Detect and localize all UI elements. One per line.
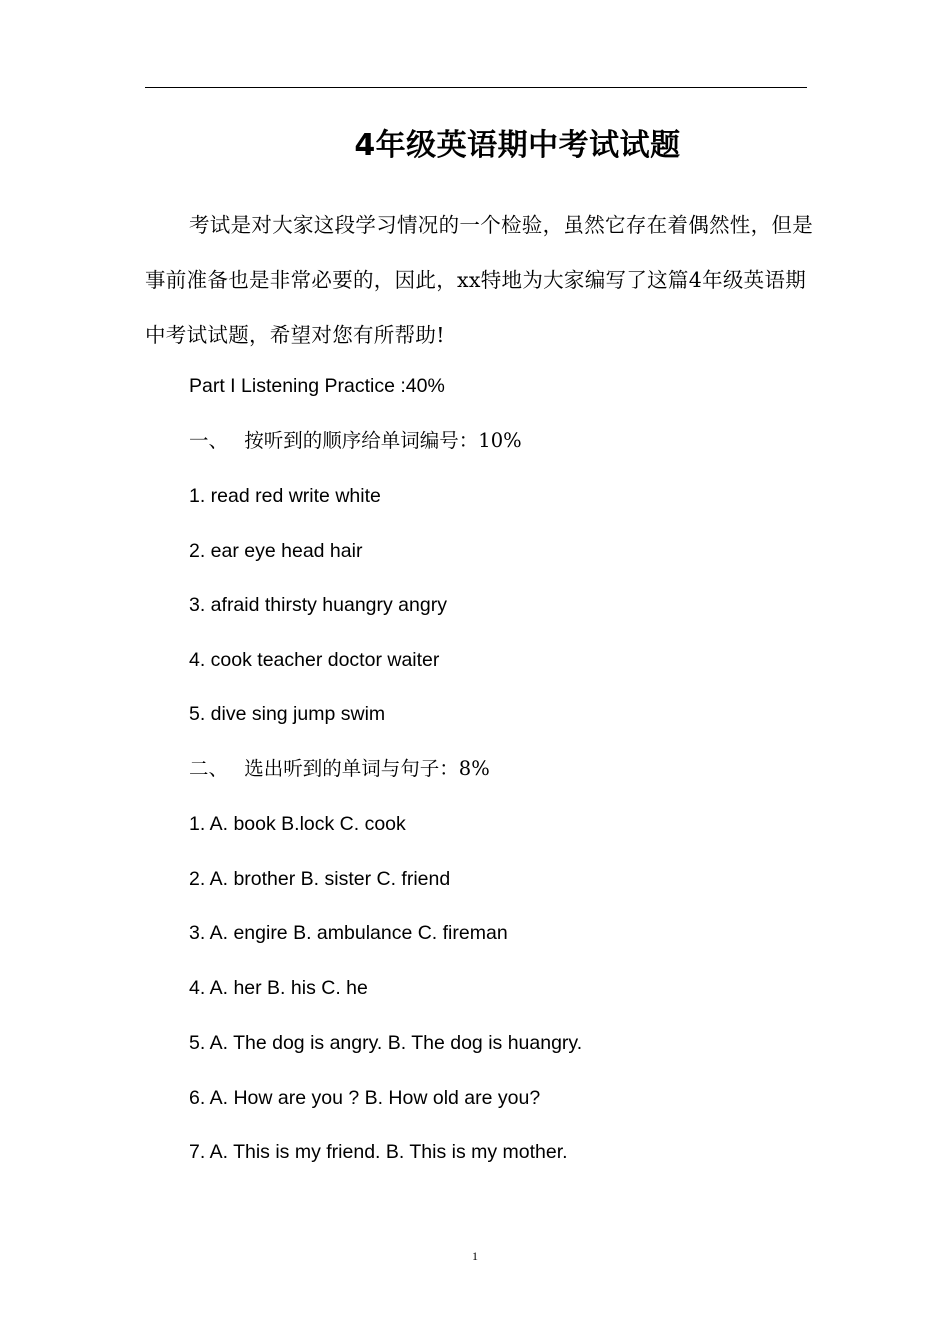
- list-item: 4. cook teacher doctor waiter: [189, 649, 440, 671]
- section-2-number: 二、: [189, 757, 229, 780]
- list-item: 1. A. book B.lock C. cook: [189, 813, 406, 835]
- list-item: 7. A. This is my friend. B. This is my mother.: [189, 1141, 568, 1163]
- list-item: 3. afraid thirsty huangry angry: [189, 594, 447, 616]
- list-item: 5. A. The dog is angry. B. The dog is huangry.: [189, 1032, 583, 1054]
- section-2-heading: [189, 754, 490, 784]
- section-1-heading: [189, 426, 522, 456]
- list-item: 3. A. engire B. ambulance C. fireman: [189, 922, 508, 944]
- part-heading: Part I Listening Practice :40%: [189, 375, 445, 397]
- section-1-number: 一、: [189, 429, 229, 452]
- page-title: 4年级英语期中考试试题: [354, 128, 681, 163]
- list-item: 6. A. How are you ? B. How old are you?: [189, 1087, 541, 1109]
- list-item: 4. A. her B. his C. he: [189, 977, 368, 999]
- header-rule: [145, 87, 807, 88]
- page-number: 1: [472, 1249, 478, 1263]
- list-item: 5. dive sing jump swim: [189, 703, 386, 725]
- intro-paragraph: 考试是对大家这段学习情况的一个检验，虽然它存在着偶然性，但是事前准备也是非常必要的，因此，xx特地为大家编写了这篇4年级英语期中考试试题，希望对您有所帮助!: [145, 213, 813, 347]
- section-2-title: 选出听到的单词与句子：8%: [244, 757, 490, 780]
- list-item: 1. read red write white: [189, 485, 381, 507]
- list-item: 2. A. brother B. sister C. friend: [189, 868, 451, 890]
- list-item: 2. ear eye head hair: [189, 540, 363, 562]
- section-1-title: 按听到的顺序给单词编号：10%: [244, 429, 522, 452]
